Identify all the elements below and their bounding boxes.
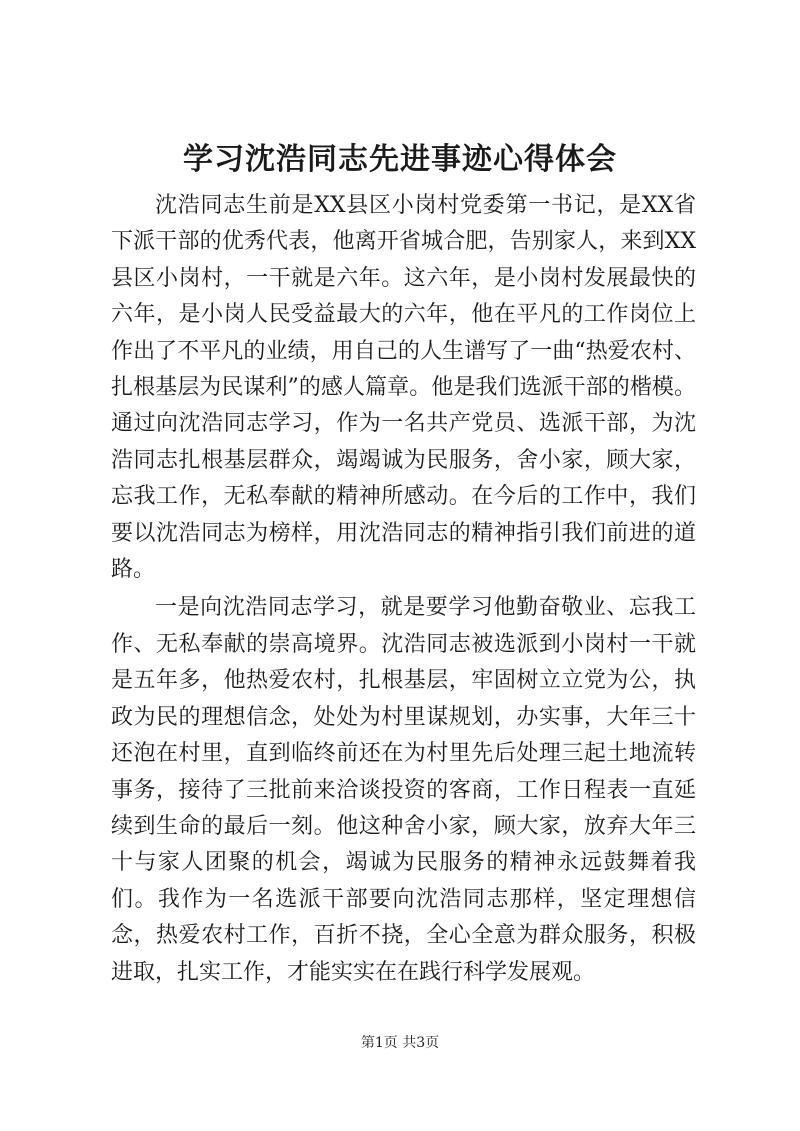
document-title: 学习沈浩同志先进事迹心得体会	[183, 142, 617, 177]
paragraph-2: 一是向沈浩同志学习，就是要学习他勤奋敬业、忘我工作、无私奉献的崇高境界。沈浩同志被选派到小岗村一干就是五年多，他热爱农村，扎根基层，牢固树立立党为公，执政为民的理想信念，处处为村里谋规划，办实事，大年三十还泡在村里，直到临终前还在为村里先后处理三起土地流转事务，接待了三批前来洽谈投资的客商，工作日程表一直延续到生命的最后一刻。他这种舍小家，顾大家，放弃大年三十与家人团聚的机会，竭诚为民服务的精神永远鼓舞着我们。我作为一名选派干部要向沈浩同志那样，坚定理想信念，热爱农村工作，百折不挠，全心全意为群众服务，积极进取，扎实工作，才能实实在在践行科学发展观。	[111, 595, 696, 985]
document-body	[111, 188, 696, 991]
paragraph-1: 沈浩同志生前是XX县区小岗村党委第一书记，是XX省下派干部的优秀代表，他离开省城合肥，告别家人，来到XX县区小岗村，一干就是六年。这六年，是小岗村发展最快的六年，是小岗人民受益最大的六年，他在平凡的工作岗位上作出了不平凡的业绩，用自己的人生谱写了一曲“热爱农村、扎根基层为民谋利”的感人篇章。他是我们选派干部的楷模。通过向沈浩同志学习，作为一名共产党员、选派干部，为沈浩同志扎根基层群众，竭竭诚为民服务，舍小家，顾大家，忘我工作，无私奉献的精神所感动。在今后的工作中，我们要以沈浩同志为榜样，用沈浩同志的精神指引我们前进的道路。	[111, 193, 696, 583]
page-footer: 第1页 共3页	[360, 1035, 440, 1051]
